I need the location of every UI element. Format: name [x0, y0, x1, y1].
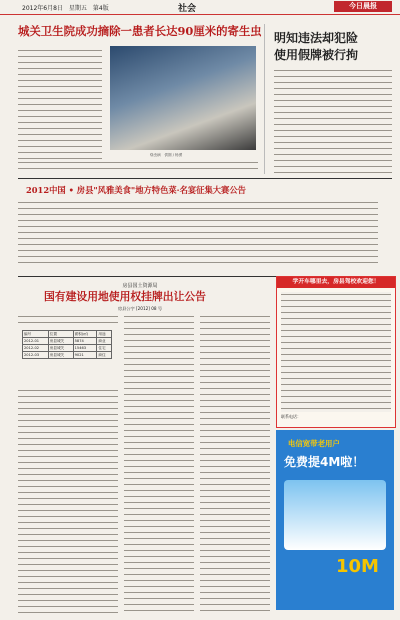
table-cell: 2012-02	[23, 345, 49, 352]
notice-col-3	[200, 314, 270, 614]
page-header	[0, 0, 400, 15]
driving-school-body	[281, 292, 391, 412]
land-parcel-table	[22, 330, 112, 359]
column-divider	[264, 24, 265, 174]
right-story-headline-line2: 使用假牌被行拘	[274, 48, 359, 62]
telecom-ad-line2: 免费提4M啦！	[284, 455, 365, 469]
table-cell: 房县城关	[48, 345, 73, 352]
table-cell: 5874	[73, 338, 97, 345]
table-cell: 商业	[97, 338, 112, 345]
newspaper-logo: 今日晨报	[334, 1, 392, 12]
telecom-ad	[276, 430, 394, 610]
right-story-body	[274, 68, 392, 174]
photo-caption: 绦虫病 供图 / 杨勇	[150, 153, 183, 157]
top-story-headline: 城关卫生院成功摘除一患者长达90厘米的寄生虫	[18, 24, 262, 38]
table-header-cell: 面积(㎡)	[73, 331, 97, 338]
driving-school-phone: 联系电话：	[281, 414, 301, 419]
table-cell: 15463	[73, 345, 97, 352]
table-cell: 房县城关	[48, 338, 73, 345]
section-name: 社会	[178, 4, 197, 14]
notice-subhead: 房县公字 [2012] 08 号	[117, 306, 163, 311]
telecom-ad-speed: 10M	[336, 556, 379, 577]
table-header-cell: 用途	[97, 331, 112, 338]
table-cell: 2012-03	[23, 352, 49, 359]
right-story-headline-line1: 明知违法却犯险	[274, 31, 359, 45]
table-cell: 房县城关	[48, 352, 73, 359]
notice-col-1	[18, 388, 118, 614]
driving-school-ad	[276, 276, 396, 428]
banner-rule	[18, 178, 392, 179]
issue-date: 2012年6月8日 星期五 第4版	[22, 5, 109, 12]
top-story-body	[18, 48, 102, 160]
driving-school-title: 学开车哪里去，房县驾校欢迎您！	[277, 277, 395, 288]
notice-issuer: 房县国土资源局	[122, 283, 158, 289]
telecom-ad-line1: 电信宽带老用户	[288, 439, 340, 448]
table-cell: 9021	[73, 352, 97, 359]
table-header-cell: 位置	[48, 331, 73, 338]
table-cell: 商住	[97, 352, 112, 359]
notice-col-2	[124, 314, 194, 614]
right-story-headline	[274, 30, 392, 64]
table-cell: 2012-01	[23, 338, 49, 345]
surgery-photo	[110, 46, 256, 150]
banner-body	[18, 200, 378, 268]
telecom-ad-visual	[284, 480, 386, 550]
top-story-body-bottom	[18, 160, 258, 172]
table-header-cell: 编号	[23, 331, 49, 338]
table-row	[23, 352, 112, 359]
notice-intro	[18, 314, 118, 328]
table-row	[23, 345, 112, 352]
table-row	[23, 338, 112, 345]
notice-headline: 国有建设用地使用权挂牌出让公告	[44, 290, 206, 303]
table-header-row	[23, 331, 112, 338]
table-cell: 住宅	[97, 345, 112, 352]
banner-headline: 2012中国 • 房县"风雅美食"地方特色菜·名宴征集大赛公告	[26, 185, 246, 195]
